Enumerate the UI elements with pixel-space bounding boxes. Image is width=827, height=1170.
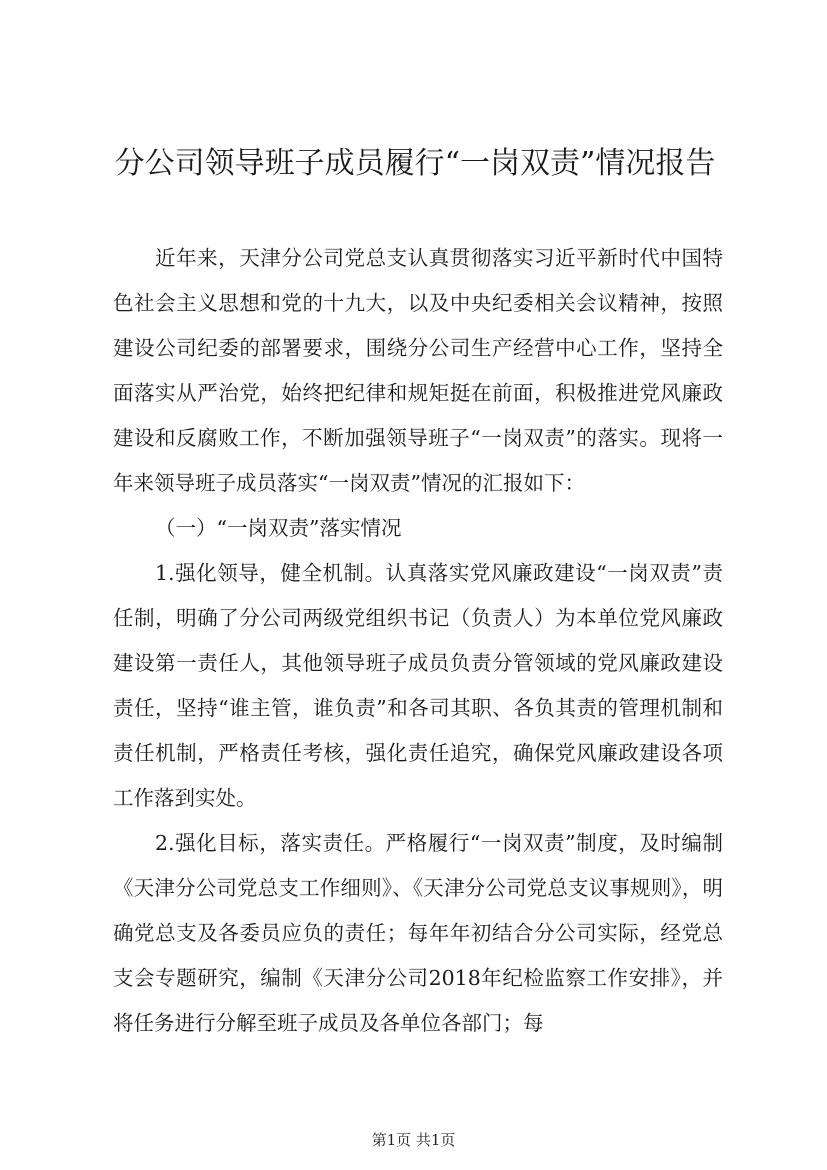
section-heading: （一）“一岗双责”落实情况 xyxy=(155,516,402,540)
point-1-paragraph: 1.强化领导，健全机制。认真落实党风廉政建设“一岗双责”责任制，明确了分公司两级党组织书记（负责人）为本单位党风廉政建设第一责任人，其他领导班子成员负责分管领域的党风廉政建设责任，坚持“谁主管，谁负责”和各司其职、各负其责的管理机制和责任机制，严格责任考核，强化责任追究，确保党风廉政建设各项工作落到实处。 xyxy=(113,561,723,810)
page-footer: 第1页 共1页 xyxy=(371,1131,456,1149)
document-title: 分公司领导班子成员履行“一岗双责”情况报告 xyxy=(114,146,716,181)
intro-paragraph: 近年来，天津分公司党总支认真贯彻落实习近平新时代中国特色社会主义思想和党的十九大，以及中央纪委相关会议精神，按照建设公司纪委的部署要求，围绕分公司生产经营中心工作，坚持全面落实从严治党，始终把纪律和规矩挺在前面，积极推进党风廉政建设和反腐败工作，不断加强领导班子“一岗双责”的落实。现将一年来领导班子成员落实“一岗双责”情况的汇报如下： xyxy=(113,246,723,495)
document-body xyxy=(113,236,723,1046)
point-2-paragraph: 2.强化目标，落实责任。严格履行“一岗双责”制度，及时编制《天津分公司党总支工作细则》、《天津分公司党总支议事规则》，明确党总支及各委员应负的责任；每年年初结合分公司实际，经党总支会专题研究，编制《天津分公司2018年纪检监察工作安排》，并将任务进行分解至班子成员及各单位各部门；每 xyxy=(113,831,723,1035)
